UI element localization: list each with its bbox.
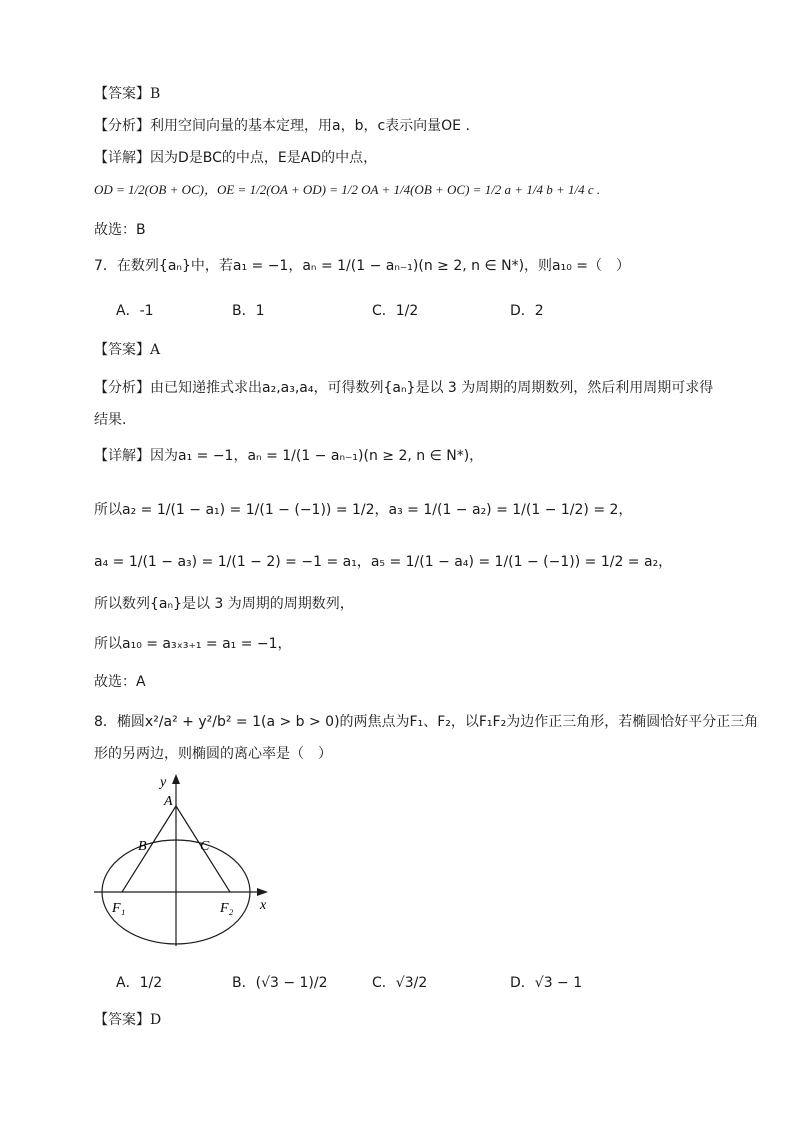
- answer-tag: 【答案】: [94, 86, 150, 102]
- q8-option-d: D．√3 − 1: [510, 975, 583, 991]
- q8-option-c: C．√3/2: [372, 975, 428, 991]
- q7-option-c: C．1/2: [372, 303, 419, 319]
- answer-tag: 【答案】: [94, 1012, 150, 1028]
- q8-answer: [94, 1010, 161, 1030]
- answer-tag: 【答案】: [94, 342, 150, 358]
- q7-option-b: B．1: [232, 303, 265, 319]
- x-axis-arrow: [257, 888, 268, 896]
- y-axis-arrow: [172, 774, 180, 784]
- label-b: B: [138, 839, 147, 854]
- q6-choose: 故选：B: [94, 222, 146, 238]
- detail-text-1: 因为a₁ = −1，aₙ = 1/(1 − aₙ₋₁)(n ≥ 2, n ∈ N*)，: [150, 448, 484, 464]
- label-f1: F₁: [112, 901, 126, 916]
- answer-value: B: [150, 86, 161, 102]
- label-y: y: [160, 775, 167, 790]
- analysis-tag: 【分析】: [94, 380, 150, 396]
- q6-answer: [94, 84, 160, 104]
- q6-analysis: [94, 116, 470, 136]
- q8-stem-2: 形的另两边，则椭圆的离心率是（ ）: [94, 746, 332, 762]
- analysis-tag: 【分析】: [94, 118, 150, 134]
- q7-analysis-cont: 结果.: [94, 412, 127, 428]
- q6-detail: [94, 148, 377, 168]
- q7-detail-5: 所以a₁₀ = a₃ₓ₃₊₁ = a₁ = −1，: [94, 636, 292, 652]
- label-x: x: [260, 898, 267, 913]
- triangle-side-af1: [122, 806, 176, 892]
- q7-detail: [94, 446, 483, 466]
- q7-stem: 7．在数列{aₙ}中，若a₁ = −1，aₙ = 1/(1 − aₙ₋₁)(n ≥ 2, n ∈ N*)，则a₁₀ =（ ）: [94, 258, 631, 274]
- q7-option-a: A．-1: [116, 303, 154, 319]
- q8-option-a: A．1/2: [116, 975, 163, 991]
- detail-tag: 【详解】: [94, 448, 150, 464]
- analysis-text-1: 由已知递推式求出a₂,a₃,a₄，可得数列{aₙ}是以 3 为周期的周期数列，然后利用周期可求得: [150, 380, 714, 396]
- analysis-text: 利用空间向量的基本定理，用a，b，c表示向量OE .: [150, 118, 470, 134]
- q7-detail-3: a₄ = 1/(1 − a₃) = 1/(1 − 2) = −1 = a₁，a₅ = 1/(1 − a₄) = 1/(1 − (−1)) = 1/2 = a₂，: [94, 554, 673, 570]
- q8-stem-1: 8．椭圆x²/a² + y²/b² = 1(a > b > 0)的两焦点为F₁、F₂，以F₁F₂为边作正三角形，若椭圆恰好平分正三角: [94, 714, 759, 730]
- q6-formula: OD = 1/2(OB + OC)，OE = 1/2(OA + OD) = 1/2 OA + 1/4(OB + OC) = 1/2 a + 1/4 b + 1/4 c .: [94, 182, 601, 197]
- label-c: C: [200, 839, 210, 854]
- q7-choose: 故选：A: [94, 674, 146, 690]
- answer-value: D: [150, 1012, 162, 1028]
- q7-detail-4: 所以数列{aₙ}是以 3 为周期的周期数列，: [94, 596, 354, 612]
- q7-detail-2: 所以a₂ = 1/(1 − a₁) = 1/(1 − (−1)) = 1/2，a₃ = 1/(1 − a₂) = 1/(1 − 1/2) = 2，: [94, 502, 633, 518]
- ellipse-figure: [94, 770, 284, 950]
- q7-option-d: D．2: [510, 303, 544, 319]
- answer-value: A: [150, 342, 161, 358]
- label-a: A: [164, 794, 173, 809]
- label-f2: F₂: [220, 901, 234, 916]
- q7-analysis: [94, 378, 713, 398]
- detail-text: 因为D是BC的中点，E是AD的中点，: [150, 150, 378, 166]
- detail-tag: 【详解】: [94, 150, 150, 166]
- q8-option-b: B．(√3 − 1)/2: [232, 975, 328, 991]
- q7-answer: [94, 340, 160, 360]
